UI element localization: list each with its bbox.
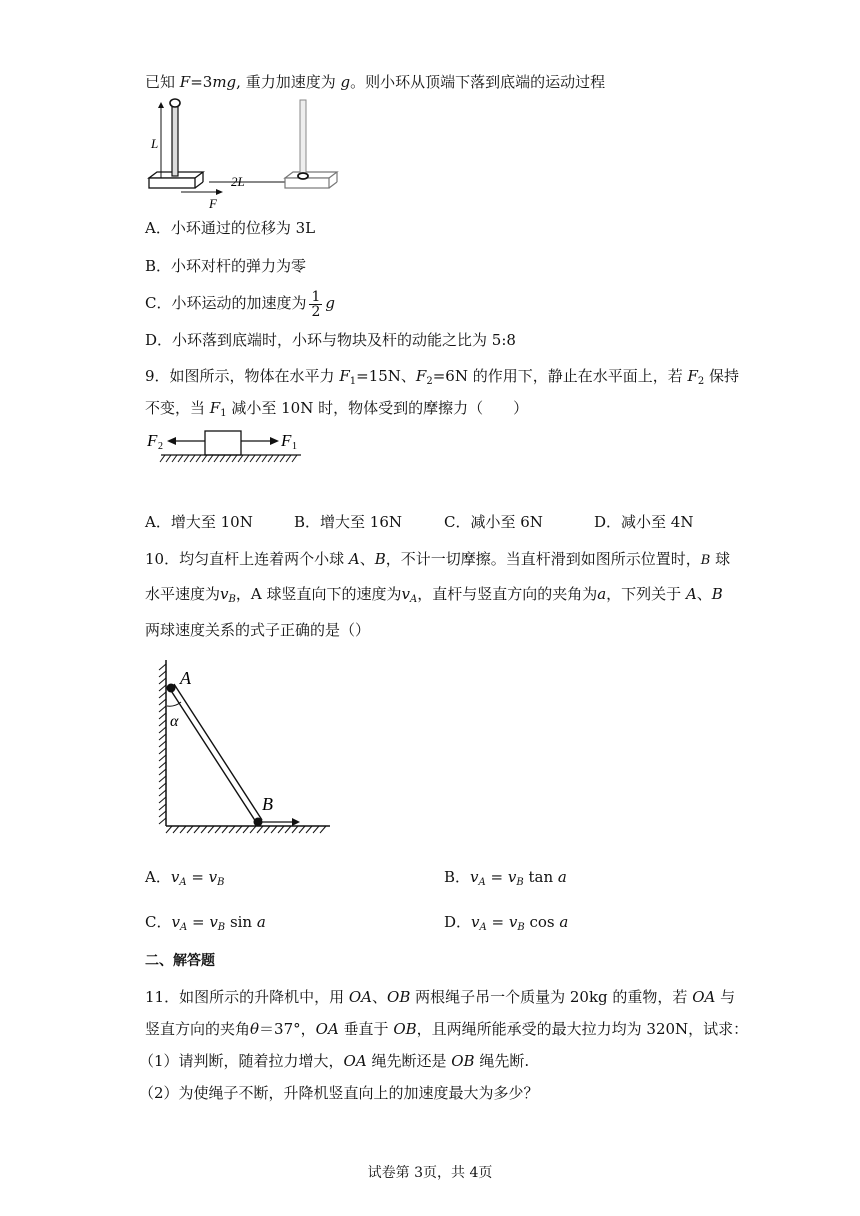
q8-option-c: C．小环运动的加速度为 $\frac{1}{2}$ g [145,288,336,320]
q9-block [205,431,241,455]
q10-stem-line2: 水平速度为$v_B$，A 球竖直向下的速度为$v_A$，直杆与竖直方向的夹角为a，下列关于 A、B [145,585,723,605]
q10-option-d: D．$v_A = v_B$ cos a [444,913,569,933]
section-title: 二、解答题 [145,953,215,969]
q10-ball-b [254,818,263,827]
q8-right-apparatus [285,100,337,188]
q11-stem-line1: 11．如图所示的升降机中，用 OA、OB 两根绳子吊一个质量为 20kg 的重物，若 OA 与 [145,988,736,1006]
q9-fig-F1-sub: 1 [292,441,297,452]
q9-stem-line2: 不变，当 $F_1$ 减小至 10N 时，物体受到的摩擦力（ ） [145,399,529,419]
q10-ball-a [167,684,176,693]
q10-stem-line3: 两球速度关系的式子正确的是（） [145,621,371,639]
q9-option-a: A．增大至 10N [145,513,253,531]
q10-figure [148,656,334,836]
q10-fig-label-b: B [262,794,273,814]
q10-option-c: C．$v_A = v_B$ sin a [145,913,266,933]
q11-sub1: （1）请判断，随着拉力增大，OA 绳先断还是 OB 绳先断. [139,1052,530,1070]
q9-option-c: C．减小至 6N [444,513,543,531]
q9-fig-F2-sub: 2 [158,441,163,452]
q8-label-F: F [209,196,217,211]
q9-fig-F1: F [281,431,292,450]
q9-option-b: B．增大至 16N [294,513,403,531]
q10-fig-label-a: A [180,668,191,688]
q8-stem: 已知 F=3mg, 重力加速度为 g。则小环从顶端下落到底端的运动过程 [145,73,606,91]
q8-left-apparatus [149,99,223,211]
q10-option-b: B．$v_A = v_B$ tan a [444,868,567,888]
page-footer: 试卷第 3页，共 4页 [367,1165,493,1181]
q9-figure [145,424,305,468]
q8-option-b: B．小环对杆的弹力为零 [145,257,307,275]
q9-fig-F2: F [147,431,158,450]
q10-option-a: A．$v_A = v_B$ [145,868,225,888]
q10-fig-label-alpha: α [170,713,179,730]
q8-label-2L: 2L [231,174,245,189]
q8-option-d: D．小环落到底端时，小环与物块及杆的动能之比为 5:8 [145,331,516,349]
fraction-one-half: $\frac{1}{2}$ [311,288,321,320]
q10-stem-line1: 10．均匀直杆上连着两个小球 A、B，不计一切摩擦。当直杆滑到如图所示位置时，B 球 [145,550,731,568]
q9-stem-line1: 9．如图所示，物体在水平力 $F_1=15N$、$F_2=6N$ 的作用下，静止在水平面上，若 $F_2$ 保持 [145,367,740,387]
q8-label-L: L [151,136,159,151]
q11-sub2: （2）为使绳子不断，升降机竖直向上的加速度最大为多少？ [139,1084,539,1102]
q11-stem-line2: 竖直方向的夹角θ＝37°，OA 垂直于 OB，且两绳所能承受的最大拉力均为 320N，试求： [145,1020,749,1038]
q8-option-a: A．小环通过的位移为 3L [145,219,316,237]
q8-figure [145,96,345,211]
q9-option-d: D．减小至 4N [594,513,694,531]
